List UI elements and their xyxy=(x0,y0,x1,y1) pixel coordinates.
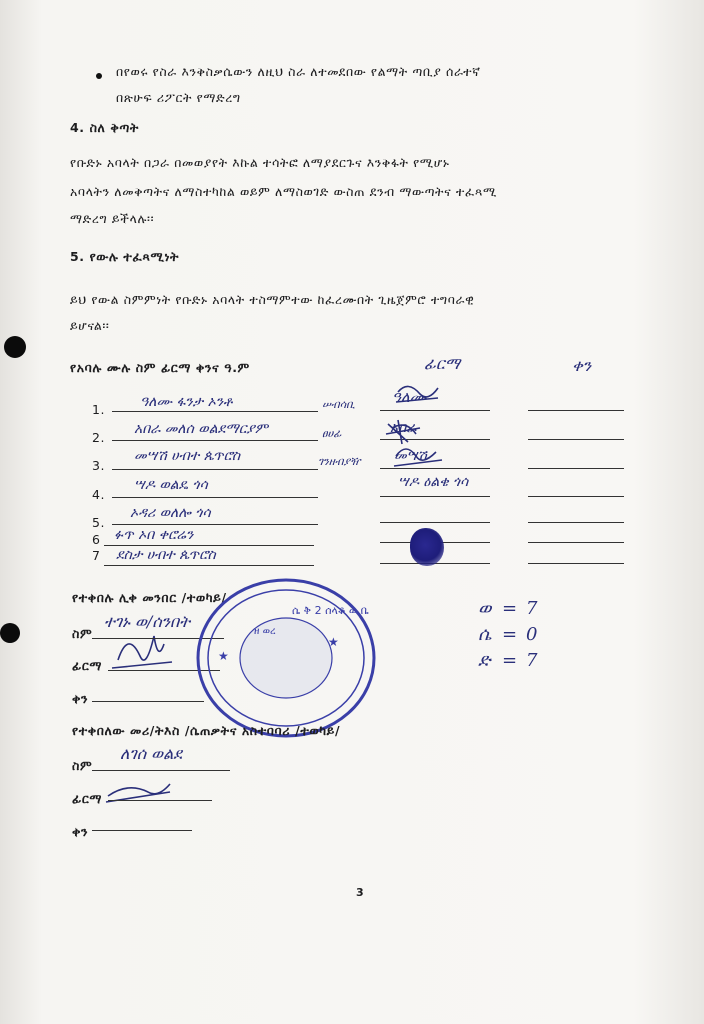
tally-value: 7 xyxy=(526,598,538,619)
stamp-star-icon: ★ xyxy=(328,635,339,649)
section-4-line-1: የቡድኑ አባላት በጋራ በመወያየት እኩል ተሳትፎ ለማያደርጉና እንቅፋት የሚሆኑ xyxy=(70,155,450,170)
tally-label: ድ xyxy=(478,650,491,671)
member-name: ዓለሙ ፋንታ ኦንቶ xyxy=(140,394,233,410)
receiver2-name-value: ለገሰ ወልደ xyxy=(120,744,182,763)
receiver1-title: የተቀበሉ ሊቀ መንበር /ተወካይ/ xyxy=(72,590,227,605)
signature-column-header: ፊርማ xyxy=(424,354,461,373)
tally-value: 7 xyxy=(526,650,538,671)
member-name: አበራ መለሰ ወልደማርያም xyxy=(134,421,268,437)
official-stamp xyxy=(188,576,388,746)
bullet-text-line-2: በጽሁፍ ሪፖርት የማድረግ xyxy=(116,90,241,105)
receiver2-date-line xyxy=(92,830,192,831)
member-signature: መሣሽ xyxy=(394,448,427,464)
receiver2-title: የተቀበለው መሪ/ትእስ /ሴጠቃትና አስተባባሪ /ተወካይ/ xyxy=(72,723,341,738)
stamp-star-icon: ★ xyxy=(218,649,229,663)
receiver1-name-label: ስም xyxy=(72,626,93,641)
member-role: ፀሀፊ xyxy=(322,427,342,440)
stamp-inner-text: ዘ ወረ xyxy=(254,626,276,637)
receiver2-name-line xyxy=(92,770,230,771)
member-name: ፉጥ ኦበ ቀሮሬን xyxy=(114,527,194,543)
member-name: ደስታ ሀብተ ጴጥሮስ xyxy=(116,547,216,563)
row-number: 5. xyxy=(92,515,106,530)
receiver2-date-label: ቀን xyxy=(72,824,89,839)
row-number: 6 xyxy=(92,532,101,547)
tally-value: 0 xyxy=(526,624,538,645)
row-number: 4. xyxy=(92,487,106,502)
receiver2-signature-line xyxy=(108,800,212,801)
member-role: ገንዘብያዥ xyxy=(318,455,361,468)
row-number: 1. xyxy=(92,402,106,417)
date-column-header: ቀን xyxy=(572,356,592,375)
receiver2-signature-label: ፊርማ xyxy=(72,791,103,806)
member-name: መሣሽ ሀብተ ጴጥሮስ xyxy=(134,448,241,464)
row-number: 3. xyxy=(92,458,106,473)
tally-eq: = xyxy=(502,598,518,619)
receiver1-name-value: ተገኑ ወ/ሰንበት xyxy=(104,612,190,631)
receiver1-date-label: ቀን xyxy=(72,691,89,706)
row-number: 2. xyxy=(92,430,106,445)
member-signature: ሣዶ ዕልቄ ጎሳ xyxy=(398,474,469,490)
punch-hole xyxy=(0,623,20,643)
member-role: ሠብሳቢ xyxy=(322,398,355,411)
section-5-heading: 5. የውሉ ተፈጻሚነት xyxy=(70,249,180,264)
receiver2-name-label: ስም xyxy=(72,758,93,773)
section-4-heading: 4. ስለ ቅጣት xyxy=(70,120,139,135)
receiver1-signature-label: ፊርማ xyxy=(72,658,103,673)
tally-eq: = xyxy=(502,624,518,645)
section-4-line-3: ማድረግ ይችላሉ፡፡ xyxy=(70,211,155,226)
members-table-header: የአባሉ ሙሉ ስም ፊርማ ቀንና ዓ.ም xyxy=(70,360,250,375)
tally-eq: = xyxy=(502,650,518,671)
section-5-line-1: ይህ የውል ስምምነት የቡድኑ አባላት ተስማምተው ከፈረሙበት ጊዜጀምሮ ተግባራዊ xyxy=(70,292,475,307)
stamp-outer-text: ሴ ቅ 2 ሰላቆ ወ ቤ xyxy=(292,604,369,617)
member-name: ሣዶ ወልዴ ጎሳ xyxy=(134,477,208,493)
member-signature: አበራ xyxy=(390,420,417,436)
tally-label: ወ xyxy=(478,598,492,619)
bullet-text-line-1: በየወሩ የስራ እንቅስቃሴውን ለዚህ ስራ ለተመደበው የልማት ጣቢያ ሰራተኛ xyxy=(116,64,481,79)
section-5-line-2: ይሆናል፡፡ xyxy=(70,318,110,333)
section-4-line-2: አባላትን ለመቅጣትና ለማስተካከል ወይም ለማስወገድ ውስጠ ደንብ ማውጣትና ተፈጻሚ xyxy=(70,184,497,199)
member-signature: ዓለሙ xyxy=(392,388,427,406)
tally-label: ሴ xyxy=(478,624,492,645)
page-number: 3 xyxy=(356,886,365,899)
member-name: ኦዳሪ ወለሎ ጎሳ xyxy=(130,505,211,521)
row-number: 7 xyxy=(92,548,101,563)
